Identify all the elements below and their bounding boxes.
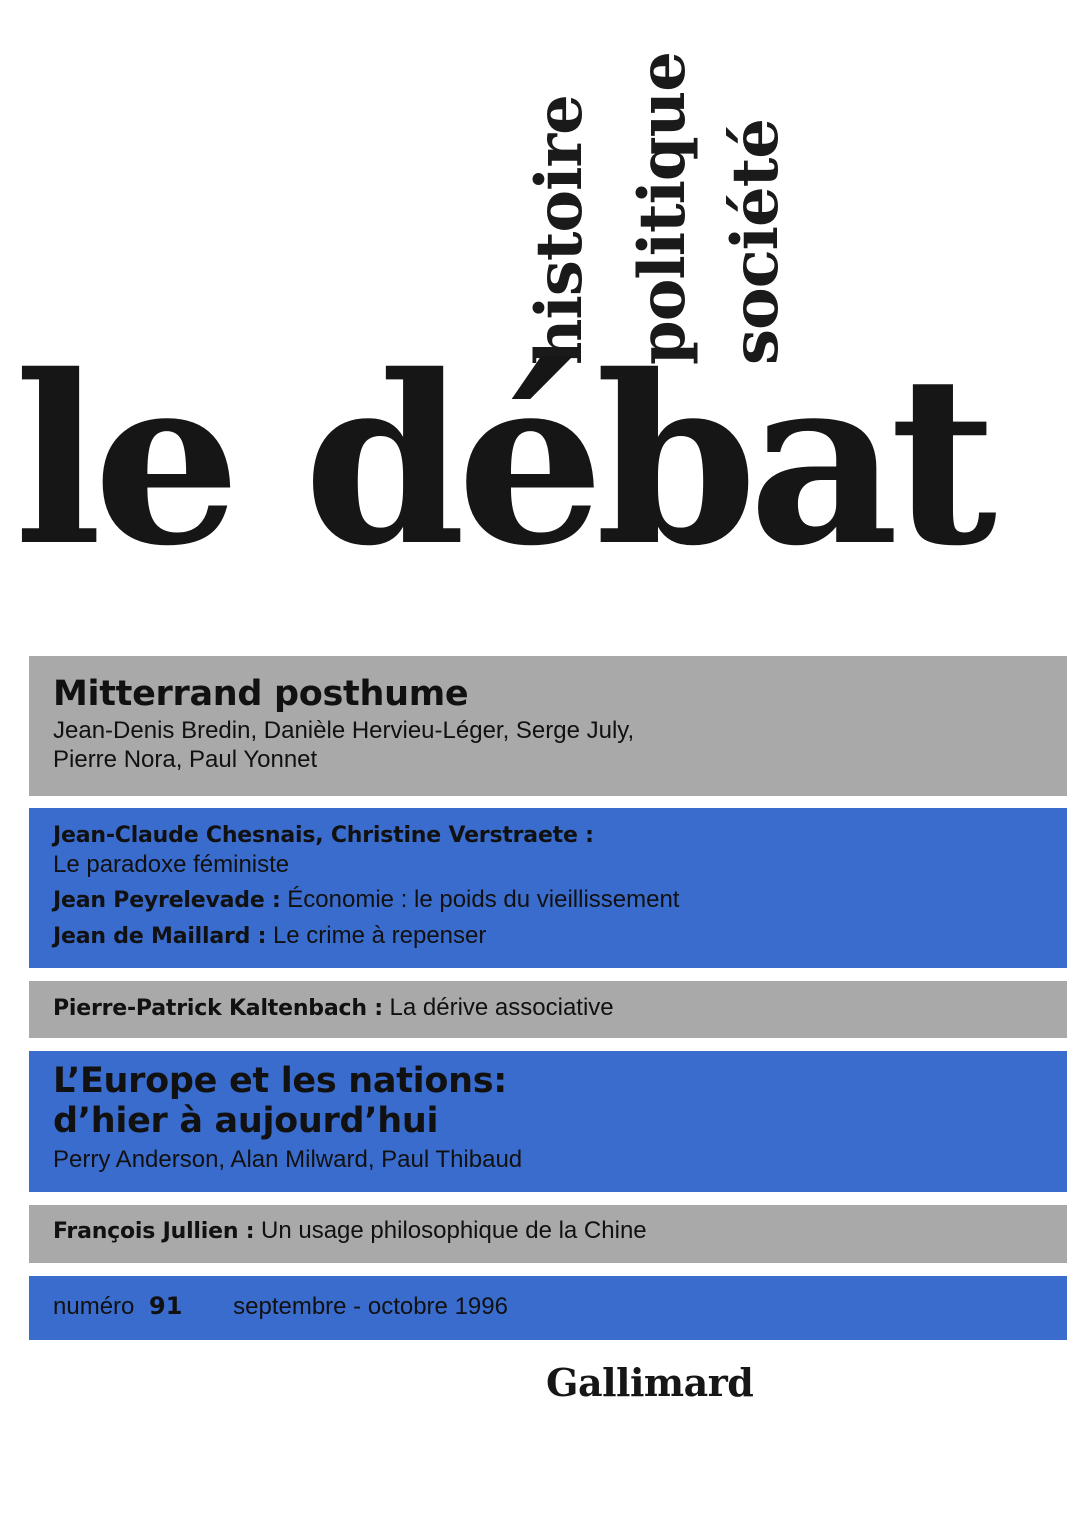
subtitle-histoire: histoire [522, 95, 597, 365]
masthead-title: le débat [14, 324, 989, 597]
subtitle-politique: politique [625, 52, 700, 365]
article-peyrelevade-title: Économie : le poids du vieillissement [287, 886, 680, 913]
subtitle-societe: société [718, 119, 793, 365]
article-peyrelevade-author: Jean Peyrelevade : [53, 888, 281, 913]
article-chesnais-author: Jean-Claude Chesnais, Christine Verstraete : [53, 823, 594, 848]
section-kaltenbach [29, 981, 1067, 1038]
article-jullien [53, 1216, 1067, 1246]
issue-info [29, 1276, 1067, 1340]
article-chesnais-author-line [53, 820, 1067, 850]
article-chesnais-title: Le paradoxe féministe [53, 851, 290, 878]
publisher-name: Gallimard [546, 1360, 754, 1405]
article-maillard-title: Le crime à repenser [272, 922, 487, 949]
section-jullien [29, 1205, 1067, 1263]
issue-date: septembre - octobre 1996 [233, 1293, 508, 1320]
section-europe [29, 1051, 1067, 1192]
issue-number: 91 [149, 1292, 183, 1320]
article-peyrelevade [53, 885, 1067, 915]
section-mitterrand-authors-line2: Pierre Nora, Paul Yonnet [53, 746, 318, 773]
article-kaltenbach [53, 993, 1067, 1023]
issue-label: numéro [53, 1293, 135, 1320]
article-maillard-author: Jean de Maillard : [53, 924, 267, 949]
section-articles [29, 808, 1067, 968]
section-europe-title-line1: L’Europe et les nations: [53, 1061, 507, 1101]
issue-line [53, 1292, 1067, 1321]
section-europe-title-line2: d’hier à aujourd’hui [53, 1101, 439, 1141]
section-mitterrand-title: Mitterrand posthume [53, 674, 469, 714]
article-maillard [53, 921, 1067, 951]
section-europe-authors: Perry Anderson, Alan Milward, Paul Thibaud [53, 1146, 523, 1173]
section-mitterrand-authors-line1: Jean-Denis Bredin, Danièle Hervieu-Léger, Serge July, [53, 717, 635, 744]
article-jullien-author: François Jullien : [53, 1219, 255, 1244]
article-kaltenbach-author: Pierre-Patrick Kaltenbach : [53, 996, 383, 1021]
section-mitterrand [29, 656, 1067, 796]
article-jullien-title: Un usage philosophique de la Chine [261, 1217, 647, 1244]
article-kaltenbach-title: La dérive associative [389, 994, 614, 1021]
